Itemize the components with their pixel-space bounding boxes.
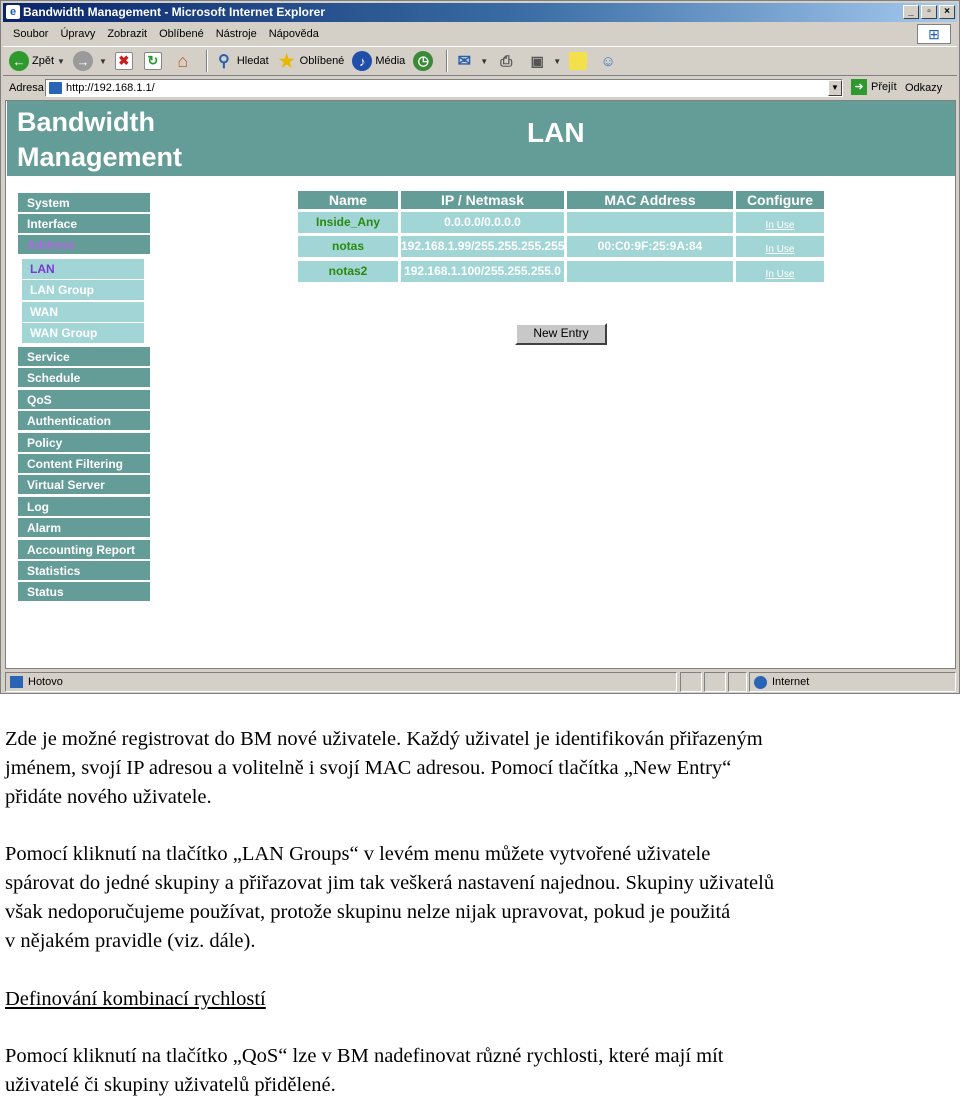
favorites-button[interactable]	[277, 51, 345, 71]
chevron-down-icon: ▼	[553, 56, 562, 66]
stop-button[interactable]	[115, 52, 136, 70]
close-button[interactable]: ×	[939, 5, 955, 19]
toolbar-separator	[446, 50, 448, 72]
ie-icon: e	[6, 5, 20, 19]
text-line: však nedoporučujeme používat, protože skupinu nelze nijak upravovat, pokud je použitá	[5, 901, 731, 923]
minimize-button[interactable]: _	[903, 5, 919, 19]
app-title-line2: Management	[17, 142, 183, 172]
edit-button[interactable]	[527, 51, 561, 71]
status-cell	[728, 672, 747, 692]
mail-icon: ✉	[457, 53, 471, 70]
media-icon: ♪	[352, 51, 372, 71]
go-button[interactable]	[851, 79, 897, 95]
cell-ip: 192.168.1.100/255.255.255.0	[401, 261, 564, 282]
links-button[interactable]: Odkazy	[905, 82, 943, 94]
forward-arrow-icon: →	[73, 51, 93, 71]
sidebar-subitem-wan-group[interactable]: WAN Group	[22, 323, 144, 343]
messenger-icon: ☺	[600, 52, 616, 70]
sidebar-item-statistics[interactable]: Statistics	[18, 561, 150, 581]
sidebar-item-authentication[interactable]: Authentication	[18, 411, 150, 431]
text-line: Zde je možné registrovat do BM nové uživatele. Každý uživatel je identifikován přiřazeným	[5, 728, 763, 750]
column-header-configure: Configure	[736, 191, 824, 209]
page-icon	[49, 82, 62, 94]
cell-name: Inside_Any	[298, 212, 398, 233]
app-header	[7, 101, 956, 176]
star-icon: ★	[278, 50, 295, 71]
cell-ip: 192.168.1.99/255.255.255.255	[401, 236, 564, 257]
media-label: Média	[375, 55, 406, 67]
back-label: Zpět	[32, 55, 55, 67]
sidebar-subitem-wan[interactable]: WAN	[22, 302, 144, 322]
text-line: uživatelé či skupiny uživatelů přidělené.	[5, 1074, 336, 1096]
printer-icon: ⎙	[500, 52, 513, 70]
refresh-button[interactable]	[144, 52, 165, 70]
sidebar-item-virtual-server[interactable]: Virtual Server	[18, 475, 150, 495]
back-button[interactable]	[9, 51, 65, 71]
text-line: přidáte nového uživatele.	[5, 786, 212, 808]
security-zone	[749, 672, 956, 692]
print-button[interactable]	[496, 51, 519, 71]
menu-edit[interactable]: Úpravy	[60, 28, 96, 40]
paragraph-intro	[5, 725, 957, 812]
note-icon	[569, 52, 587, 70]
sidebar-subitem-lan-group[interactable]: LAN Group	[22, 280, 144, 300]
status-text-area	[5, 672, 677, 692]
cell-name: notas	[298, 236, 398, 257]
history-button[interactable]	[413, 51, 436, 71]
search-button[interactable]	[214, 51, 269, 71]
address-input[interactable]	[45, 79, 843, 97]
home-button[interactable]	[173, 51, 196, 71]
sidebar-item-service[interactable]: Service	[18, 347, 150, 367]
forward-button[interactable]	[73, 51, 107, 71]
favorites-label: Oblíbené	[299, 55, 345, 67]
cell-mac	[567, 261, 733, 282]
text-line: spárovat do jedné skupiny a přiřazovat jim tak veškerá nastavení najednou. Skupiny uživatelů	[5, 872, 775, 894]
new-entry-button[interactable]: New Entry	[515, 323, 607, 345]
column-header-mac: MAC Address	[567, 191, 733, 209]
maximize-button[interactable]: ▫	[921, 5, 937, 19]
history-icon: ◷	[413, 51, 433, 71]
globe-icon	[754, 676, 767, 689]
go-arrow-icon: ➜	[851, 79, 867, 95]
menu-tools[interactable]: Nástroje	[215, 28, 257, 40]
windows-logo-icon: ⊞	[917, 24, 951, 44]
address-dropdown-icon[interactable]: ▼	[828, 80, 842, 96]
refresh-icon: ↻	[144, 52, 162, 70]
zone-label: Internet	[772, 676, 810, 688]
sidebar-item-accounting-report[interactable]: Accounting Report	[18, 540, 150, 560]
text-line: Pomocí kliknutí na tlačítko „QoS“ lze v BM nadefinovat různé rychlosti, které mají mít	[5, 1045, 724, 1067]
status-cell	[704, 672, 726, 692]
media-button[interactable]	[352, 51, 405, 71]
page-icon	[10, 676, 23, 688]
page-viewport	[5, 100, 956, 669]
sidebar-item-alarm[interactable]: Alarm	[18, 518, 150, 538]
sidebar-item-status[interactable]: Status	[18, 582, 150, 602]
text-line: Pomocí kliknutí na tlačítko „LAN Groups“ v levém menu můžete vytvořené uživatele	[5, 843, 711, 865]
cell-mac: 00:C0:9F:25:9A:84	[567, 236, 733, 257]
edit-icon: ▣	[530, 52, 544, 69]
sidebar-item-policy[interactable]: Policy	[18, 433, 150, 453]
back-arrow-icon: ←	[9, 51, 29, 71]
go-label: Přejít	[871, 81, 897, 93]
toolbar	[3, 46, 957, 76]
search-label: Hledat	[236, 55, 269, 67]
app-title-line1: Bandwidth	[17, 107, 155, 137]
section-heading: Definování kombinací rychlostí	[5, 988, 266, 1010]
sidebar-item-schedule[interactable]: Schedule	[18, 368, 150, 388]
sidebar-subitem-lan[interactable]: LAN	[22, 259, 144, 279]
chevron-down-icon: ▼	[480, 56, 489, 66]
menu-view[interactable]: Zobrazit	[107, 28, 148, 40]
page-title: LAN	[527, 117, 585, 148]
address-label: Adresa	[9, 82, 44, 94]
chevron-down-icon: ▼	[57, 56, 65, 66]
sidebar-item-content-filtering[interactable]: Content Filtering	[18, 454, 150, 474]
home-icon: ⌂	[177, 50, 189, 71]
search-icon: ⚲	[218, 53, 230, 70]
status-cell	[680, 672, 702, 692]
title-bar	[3, 3, 957, 22]
address-url: http://192.168.1.1/	[66, 82, 155, 94]
window-controls	[903, 5, 955, 19]
menu-file[interactable]: Soubor	[13, 28, 49, 40]
cell-ip: 0.0.0.0/0.0.0.0	[401, 212, 564, 233]
in-use-link[interactable]: In Use	[736, 212, 824, 233]
app-title	[17, 105, 182, 175]
text-line: v nějakém pravidle (viz. dále).	[5, 930, 256, 952]
chevron-down-icon: ▼	[98, 56, 107, 66]
menu-bar	[3, 24, 957, 44]
column-header-name: Name	[298, 191, 398, 209]
menu-help[interactable]: Nápověda	[268, 28, 319, 40]
column-header-ip: IP / Netmask	[401, 191, 564, 209]
sidebar-item-interface[interactable]: Interface	[18, 214, 150, 234]
sidebar-item-log[interactable]: Log	[18, 497, 150, 517]
sidebar-item-address[interactable]: Address	[18, 235, 150, 255]
mail-button[interactable]	[454, 51, 488, 71]
messenger-button[interactable]	[598, 51, 621, 71]
sidebar-item-system[interactable]: System	[18, 193, 150, 213]
discuss-button[interactable]	[569, 52, 590, 70]
text-line: jménem, svojí IP adresou a volitelně i svojí MAC adresou. Pomocí tlačítka „New Entry“	[5, 757, 732, 779]
toolbar-separator	[206, 50, 208, 72]
paragraph-lan-groups	[5, 840, 957, 956]
in-use-link[interactable]: In Use	[736, 261, 824, 282]
sidebar-item-qos[interactable]: QoS	[18, 390, 150, 410]
in-use-link[interactable]: In Use	[736, 236, 824, 257]
status-bar	[5, 672, 956, 692]
cell-mac	[567, 212, 733, 233]
menu-favorites[interactable]: Oblíbené	[159, 28, 204, 40]
stop-icon: ✖	[115, 52, 133, 70]
address-bar	[3, 77, 957, 99]
cell-name: notas2	[298, 261, 398, 282]
window-title: Bandwidth Management - Microsoft Internet Explorer	[23, 5, 326, 19]
paragraph-qos	[5, 1042, 957, 1100]
status-text: Hotovo	[28, 676, 63, 688]
